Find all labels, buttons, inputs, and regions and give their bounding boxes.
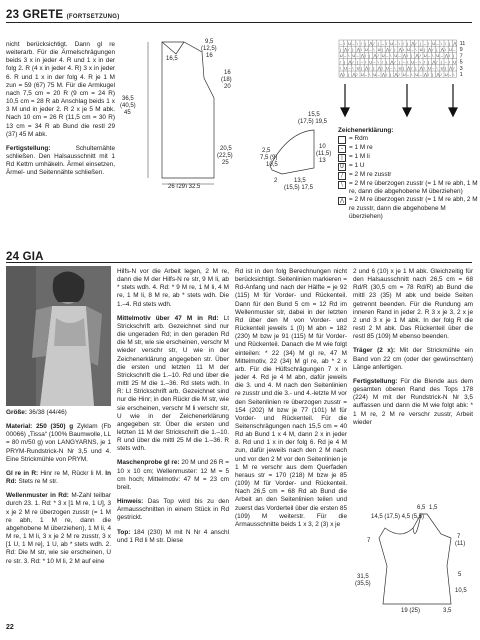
chart-stitch-symbol: ⋀ <box>411 40 415 46</box>
top-height-2: (35,5) <box>355 581 371 587</box>
chart-stitch-symbol: – <box>381 40 385 46</box>
chart-stitch-symbol: U <box>339 53 343 59</box>
top-bottom-right: 3,5 <box>443 608 452 614</box>
chart-stitch-symbol: – <box>415 59 418 65</box>
chart-stitch-symbol: \ <box>402 47 404 52</box>
section-23-title <box>6 9 120 21</box>
chart-stitch-symbol: | <box>432 71 434 77</box>
chart-stitch-symbol: – <box>373 59 376 65</box>
legend-text: = Rdm <box>349 135 369 143</box>
chart-stitch-symbol: U <box>449 47 452 52</box>
top-side-left: 7 <box>367 538 371 544</box>
chart-stitch-symbol: U <box>352 53 356 59</box>
chart-stitch-symbol: ⋀ <box>365 65 369 71</box>
chart-stitch-symbol: / <box>356 71 358 77</box>
chart-stitch-symbol: \ <box>432 53 434 59</box>
armhole-3: 20 <box>224 84 231 90</box>
chart-stitch-symbol: ⋀ <box>386 47 390 52</box>
chart-stitch-symbol: U <box>394 53 398 59</box>
chart-stitch-symbol: | <box>449 40 451 46</box>
chart-stitch-symbol: \ <box>369 71 371 77</box>
chart-stitch-symbol: | <box>373 65 375 71</box>
section-23-finishing <box>6 145 115 178</box>
chart-stitch-symbol: \ <box>440 40 442 46</box>
chart-stitch-symbol: ⋀ <box>407 65 411 71</box>
chart-stitch-symbol: | <box>394 47 396 52</box>
total-height-1: 36,5 <box>122 96 134 102</box>
chart-stitch-symbol: / <box>381 59 383 65</box>
chart-row-number: 9 <box>459 47 463 54</box>
chart-stitch-symbol: – <box>356 53 359 59</box>
wave-pattern-info <box>6 492 111 565</box>
chart-stitch-symbol: – <box>386 53 389 59</box>
chart-stitch-symbol: – <box>394 40 397 46</box>
chart-stitch-symbol: | <box>402 65 404 71</box>
side-2: (22,5) <box>217 153 233 159</box>
chart-stitch-symbol: \ <box>436 65 438 71</box>
top-inner: 10,5 <box>455 588 467 594</box>
chart-stitch-symbol: – <box>402 59 406 65</box>
chart-stitch-symbol: | <box>419 40 421 46</box>
chart-stitch-symbol: ⋀ <box>398 47 402 52</box>
legend-text: = 2 M re zusstr <box>349 171 392 179</box>
body-schematic <box>118 38 268 188</box>
chart-stitch-symbol: U <box>423 53 427 59</box>
chart-stitch-symbol: ⋀ <box>352 71 356 77</box>
chart-stitch-symbol: / <box>436 59 438 65</box>
chart-stitch-symbol: / <box>432 47 434 52</box>
chart-stitch-symbol: U <box>407 47 410 52</box>
chart-arrows <box>337 80 477 120</box>
chart-stitch-symbol: U <box>344 65 347 71</box>
chart-stitch-symbol: ⋀ <box>432 59 436 65</box>
chart-stitch-symbol: | <box>407 40 409 46</box>
top-schematic <box>355 504 475 616</box>
size-label: Größe: <box>6 409 27 416</box>
chart-stitch-symbol: ⋀ <box>348 59 352 65</box>
chart-stitch-symbol: \ <box>428 40 430 46</box>
page-number: 22 <box>6 624 14 631</box>
section-24-rule <box>6 262 472 263</box>
chart-stitch-symbol: / <box>398 71 400 77</box>
top-side-right-2: (11) <box>455 541 466 547</box>
chart-stitch-symbol: \ <box>339 65 341 71</box>
section-24-col1 <box>6 409 111 566</box>
legend-text: = 2 M re überzogen zusstr (= 1 M re abh, 1 M re, dann die abgehobene M überziehen) <box>349 180 478 196</box>
chart-stitch-symbol: \ <box>407 59 409 65</box>
material-text: Zyklam (Fb 00066) „Tissa“ (100% Baumwolle, LL = 80 m/50 g) von LANGYARNS, je 1 PRYM-Rundstrick-N Nr 3,5 und 4. Eine Strickmühle von PRYM. <box>6 423 111 463</box>
chart-stitch-symbol: – <box>440 53 443 59</box>
chart-stitch-symbol: – <box>432 65 435 71</box>
chart-stitch-symbol: / <box>360 40 362 46</box>
model-photo <box>6 266 111 406</box>
chart-stitch-symbol: / <box>386 71 388 77</box>
chart-stitch-symbol: | <box>386 59 388 65</box>
col2-masche <box>117 459 229 492</box>
chart-stitch-symbol: – <box>419 71 422 77</box>
chart-stitch-symbol: ⋀ <box>449 65 453 71</box>
chart-stitch-symbol: ⋀ <box>373 53 377 59</box>
col4-fertig <box>353 378 473 427</box>
chart-stitch-symbol: – <box>411 47 414 52</box>
chart-stitch-symbol: | <box>356 59 358 65</box>
chart-stitch-symbol: / <box>453 65 455 71</box>
chart-stitch-symbol: / <box>423 59 425 65</box>
top-dim-1b: 1,5 <box>429 505 438 511</box>
chart-stitch-symbol: | <box>377 40 379 46</box>
chart-stitch-symbol: \ <box>373 47 375 52</box>
gl-info <box>6 470 111 486</box>
gl-text-2: Stets re M str. <box>18 478 58 486</box>
mittel-text: Lt Strickschrift arb. Gezeichnet sind nur die ungeraden Rd; in den geraden Rd die M str, wie sie erscheinen, verschr M wieder verschr str, U wie in der Zeichenerklärung angegeben str. Über die ersten und letzten 11 M der Strickschrift die 1.–10. Rd und über die mittl 25 M die 1.–36. Rd stets wdh. In R: Lt Strickschrift arb. Gezeichnet sind nur die Hinr; in den Rückr die M str, wie sie erscheinen, verschr M li verschr str, U wie in der Zeichenerklärung angegeben str. Über die ersten und letzten 11 M der Strickschrift die 1.–10. R und über die mittl 25 M die 1.–36. R stets wdh. <box>117 314 229 453</box>
chart-stitch-symbol: ⋀ <box>339 71 344 77</box>
chart-stitch-symbol: U <box>453 59 457 65</box>
chart-stitch-symbol: | <box>436 47 438 52</box>
sleeve-cap-left-3: 10,5 <box>266 162 278 168</box>
legend-item <box>338 171 478 180</box>
chart-stitch-symbol: | <box>369 53 371 59</box>
masche-text: 20 M und 26 R = 10 x 10 cm; Wellenmuster: 12 M = 5 cm hoch; Mittelmotiv: 47 M = 23 cm breit. <box>117 459 229 491</box>
hinweis-text: Das Top wird bis zu den Armausschnitten in einem Stück in Rd gestrickt. <box>117 498 229 522</box>
chart-stitch-symbol: – <box>398 53 401 59</box>
chart-stitch-symbol: \ <box>381 65 383 71</box>
size-info <box>6 409 111 417</box>
chart-stitch-symbol: – <box>377 71 380 77</box>
legend-symbol: | <box>338 154 346 162</box>
legend-text: = 2 M re überzogen zusstr (= 1 M re abh, 2 M re zusstr, dann die abgehobene M überziehen) <box>349 196 478 220</box>
chart-stitch-symbol: / <box>373 40 375 46</box>
sleeve-bottom-2: (15,5) 17,5 <box>284 185 314 191</box>
neck-width-2: (12,5) <box>201 46 217 52</box>
shoulder-width: 16,5 <box>166 56 178 62</box>
chart-stitch-symbol: / <box>415 40 417 46</box>
chart-stitch-symbol: \ <box>449 59 451 65</box>
chart-stitch-symbol: / <box>411 65 413 71</box>
chart-stitch-symbol: – <box>428 53 431 59</box>
chart-stitch-symbol: \ <box>356 40 358 46</box>
chart-stitch-symbol: / <box>440 71 442 77</box>
col2-hinweis <box>117 498 229 522</box>
sleeve-cap-left-1: 2,5 <box>262 148 271 154</box>
chart-stitch-symbol: / <box>352 59 354 65</box>
chart-stitch-symbol: \ <box>415 47 417 52</box>
chart-stitch-symbol: – <box>436 40 439 46</box>
chart-stitch-symbol: – <box>339 40 343 46</box>
hinweis-label: Hinweis: <box>117 498 144 506</box>
chart-stitch-symbol: U <box>386 65 389 71</box>
sleeve-cap-right-2: (11,5) <box>316 151 332 157</box>
chart-stitch-symbol: ⋀ <box>415 53 419 59</box>
legend-symbol: / <box>338 172 346 180</box>
chart-stitch-symbol: U <box>436 53 440 59</box>
chart-stitch-symbol: / <box>348 47 350 52</box>
legend-item <box>338 162 478 171</box>
chart-stitch-symbol: | <box>352 47 354 52</box>
chart-stitch-symbol: \ <box>444 47 446 52</box>
wave-label: Wellenmuster in Rd: <box>6 492 69 500</box>
traeger-text: Mit der Strickmühle ein Band von 22 cm (oder der gewünschten) Länge anfertigen. <box>353 347 473 371</box>
chart-stitch-symbol: / <box>390 47 392 52</box>
top-height-1: 31,5 <box>357 574 369 580</box>
fertig-text: Für die Blende aus dem gesamten oberen Rand des Tops 178 (224) M mit der Rundstrick-N Nr 3,5 auffassen und dann die M wie folgt abk: * 1 M re, 2 M re verschr zusstr, Arbeit wieder <box>353 377 474 426</box>
chart-stitch-symbol: – <box>453 47 456 52</box>
top-side-right-1: 7 <box>457 534 461 540</box>
legend-symbol: \ <box>338 181 346 189</box>
chart-stitch-symbol: – <box>348 65 351 71</box>
section-24-col4 <box>353 268 473 427</box>
material-label: Material: 250 (350) g <box>6 423 74 431</box>
chart-stitch-symbol: / <box>365 53 367 59</box>
chart-stitch-symbol: | <box>360 65 362 71</box>
chart-stitch-symbol: ⋀ <box>428 47 432 52</box>
chart-stitch-symbol: – <box>444 59 448 65</box>
legend-item <box>338 144 478 153</box>
chart-stitch-symbol: U <box>440 65 444 71</box>
chart-stitch-symbol: – <box>344 53 347 59</box>
masche-label: Maschenprobe gl re: <box>117 459 180 467</box>
chart-stitch-symbol: \ <box>453 71 455 77</box>
top-height-right: 5 <box>458 572 462 578</box>
chart-stitch-symbol: \ <box>398 40 400 46</box>
chart-stitch-symbol: \ <box>423 65 425 71</box>
traeger-label: Träger (2 x): <box>353 347 396 355</box>
chart-row-number: 11 <box>459 41 466 47</box>
chart-stitch-symbol: U <box>419 47 423 52</box>
chart-legend <box>338 127 478 221</box>
chart-stitch-symbol: / <box>428 71 430 77</box>
chart-stitch-symbol: U <box>360 71 364 77</box>
chart-stitch-symbol: – <box>365 71 368 77</box>
chart-stitch-symbol: \ <box>394 65 396 71</box>
section-23-number-title: 23 GRETE <box>6 9 64 21</box>
chart-stitch-symbol: ⋀ <box>419 65 423 71</box>
chart-stitch-symbol: \ <box>365 59 367 65</box>
sleeve-bottom-1: 13,5 <box>294 178 306 184</box>
sleeve-cap-right-1: 10 <box>319 144 326 150</box>
material-info <box>6 423 111 464</box>
chart-stitch-symbol: \ <box>419 59 421 65</box>
legend-item <box>338 196 478 220</box>
col4-traeger <box>353 347 473 371</box>
chart-stitch-symbol: | <box>390 71 392 77</box>
chart-stitch-symbol: / <box>339 59 341 65</box>
sleeve-top-2: (17,5) 19,5 <box>298 119 328 125</box>
sleeve-top-1: 15,5 <box>308 112 320 118</box>
chart-stitch-symbol: U <box>390 40 394 46</box>
mittel-label: Mittelmotiv über 47 M in Rd: <box>117 314 219 322</box>
chart-stitch-symbol: ⋀ <box>369 40 373 46</box>
sleeve-cap-right-3: 13 <box>319 158 326 164</box>
chart-stitch-symbol: ⋀ <box>360 53 365 59</box>
chart-row-number: 5 <box>459 59 463 66</box>
chart-stitch-symbol: \ <box>411 71 413 77</box>
legend-item <box>338 180 478 196</box>
finishing-label: Fertigstellung: <box>6 144 51 152</box>
chart-stitch-symbol: ⋀ <box>356 47 360 52</box>
chart-stitch-symbol: | <box>415 65 417 71</box>
chart-stitch-symbol: U <box>377 47 381 52</box>
chart-stitch-symbol: U <box>398 65 402 71</box>
col2-mittel <box>117 315 229 454</box>
chart-stitch-symbol: / <box>402 40 404 46</box>
chart-stitch-symbol: / <box>369 65 371 71</box>
col3-text: Rd ist in den folg Berechnungen nicht berücksichtigt. Seitenlinien markieren = Rd-Anfang und nach der Hälfte = je 92 (115) M für Vorder- und Rückenteil. Dann für den Bund 5 cm = 12 Rd im Wellenmuster str, dabei in der letzten Rd über den M von Vorder- und Rückenteil jeweils 1 (0) M abn = 182 (230) M bzw je 91 (115) M für Vorder- und Rückenteil. Danach die M wie folgt einteilen: * 22 (34) M gl re, 47 M Mittelmotiv, 22 (34) M gl re, ab * 2 x arb. Für die Hüftschrägungen 7 x in jeder 4. Rd je 4 M abn, dafür jeweils die 3. und 4. M nach den Seitenlinien re zusstr und die 3.- und 4.-letzte M vor den Seitenlinien re überzogen zusstr = 154 (202) M bzw je 77 (101) M für Vorder- und Rückenteil. Für die Seitenschrägungen nach 15,5 cm = 40 Rd ab Bund 1 x 4 M, dann 2 x in jeder 8. Rd und 1 x in der folg 6. Rd je 4 M zun, dafür jeweils nach den 2 M nach und vor den 2 M vor den Seitenlinien je 1 M re verschr aus dem Querfaden heraus str = 170 (218) M bzw je 85 (109) M für Vorder- und Rückenteil. Nach 26,5 cm = 68 Rd ab Bund die Arbeit an den Seitenlinien teilen und zuerst das Vorderteil über die ersten 85 (109) M weiterstr. Für die Armausschnitte beids 1 x 3, 2 (3) x je <box>235 268 347 528</box>
top-label: Top: <box>117 528 131 536</box>
fertig-label: Fertigstellung: <box>353 377 398 385</box>
chart-stitch-symbol: | <box>440 59 442 65</box>
sleeve-schematic <box>260 110 340 195</box>
chart-stitch-symbol: U <box>348 40 352 46</box>
section-24-col3 <box>235 268 347 529</box>
neck-width-3: 16 <box>206 53 213 59</box>
chart-stitch-symbol: ⋀ <box>402 53 407 59</box>
col2-top <box>117 529 229 545</box>
legend-text: = 1 M li <box>349 153 370 161</box>
armhole-2: (18) <box>221 77 232 83</box>
top-dim-2: 14,5 (17,5) 4,5 (5,5) <box>371 514 425 520</box>
legend-item <box>338 153 478 162</box>
armhole-1: 16 <box>224 70 231 76</box>
chart-stitch-symbol: ⋀ <box>444 53 449 59</box>
chart-row-number: 1 <box>459 72 463 78</box>
sleeve-bottom-marker: 2 <box>274 178 278 184</box>
chart-stitch-symbol: U <box>428 65 431 71</box>
col2-intro: Hilfs-N vor die Arbeit legen, 2 M re, dann die M der Hilfs-N re str, 9 M li, ab * stets wdh. 4. Rd: * 9 M re, 1 M li, 4 M re, 1 M li, 8 M re, ab * stets wdh. Die 1.–4. Rd stets wdh. <box>117 268 229 308</box>
chart-stitch-symbol: | <box>398 59 400 65</box>
top-dim-1: 6,5 <box>417 505 426 511</box>
section-23-paragraph: nicht berücksichtigt. Dann gl re weiterarb. Für die Ärmelschrägungen beids 3 x in jeder 4. R und 1 x in der folg 2. R (4 x in jeder 4. R) 3 x in jeder 6. R und 1 x in der folg 4. R je 1 M zun = 59 (67) 75 M. Für die Armkugel nach 7,5 cm = 20 R (9 cm = 24 R) 10,5 cm = 28 R ab Anschlag beids 1 x 3 M und in jeder 2. R 2 x je 5 M abk. Nach 10 cm = 26 R (11,5 cm = 30 R) 13 cm = 34 R ab Bund die restl 29 (37) 45 M abk. <box>6 41 115 138</box>
chart-stitch-symbol: | <box>339 47 341 52</box>
section-23-subtitle: (FORTSETZUNG) <box>66 14 120 20</box>
wave-text: M-Zahl teilbar durch 23. 1. Rd: * 3 x [1 M re, 1 U], 3 x je 2 M re überzogen zusstr (= 1 M re abh, 1 M re, dann die abgehobene M überziehen), 1 M li, 4 M re, 1 M li, 3 x je 2 M re zusstr, 3 x [1 U, 1 M re], 1 U, ab * stets wdh. 2. Rd: Die M str, wie sie erscheinen, U re str. 3. Rd: * 10 M li, 2 M auf eine <box>6 492 111 565</box>
total-height-2: (40,5) <box>120 103 136 109</box>
chart-stitch-symbol: | <box>344 59 346 65</box>
chart-stitch-symbol: – <box>369 47 372 52</box>
gl-label: Gl re in R: <box>6 469 39 477</box>
gl-text: Hinr re M, Rückr li M. <box>40 469 103 477</box>
chart-stitch-symbol: | <box>348 71 350 77</box>
chart-stitch-symbol: | <box>453 53 455 59</box>
neck-width-1: 9,5 <box>205 39 214 45</box>
sleeve-cap-left-2: 7,5 (9) <box>260 155 278 161</box>
chart-stitch-symbol: \ <box>344 40 346 46</box>
section-24-col2 <box>117 268 229 545</box>
chart-stitch-symbol: | <box>444 65 446 71</box>
col4-text: 2 und 6 (10) x je 1 M abk. Gleichzeitig für den Halsausschnitt nach 26,5 cm = 68 Rd/R (30,5 cm = 78 Rd/R) ab Bund die mittl 23 (35) M abk und beide Seiten getrennt beenden. Für die Rundung am inneren Rand in jeder 2. R 3 x je 3, 2 x je 2 und 3 x je 1 M abk. In der folg R die restl 2 M abk. Das Rückenteil über die restl 85 (109) M ebenso beenden. <box>353 268 473 341</box>
legend-symbol: U <box>338 163 346 171</box>
chart-stitch-symbol: | <box>423 47 425 52</box>
body-width: 26 (29) 32,5 <box>168 184 201 188</box>
chart-stitch-symbol: U <box>369 59 373 65</box>
legend-symbol: ⋀ <box>339 198 345 205</box>
chart-stitch-symbol: – <box>423 40 427 46</box>
chart-stitch-symbol: U <box>373 71 377 77</box>
side-1: 20,5 <box>220 146 232 152</box>
top-text: 184 (230) M mit N Nr 4 anschl und 1 Rd li M str. Diese <box>117 528 229 544</box>
chart-stitch-symbol: ⋀ <box>394 71 398 77</box>
section-23-text <box>6 41 115 178</box>
chart-stitch-symbol: ⋀ <box>440 47 444 52</box>
legend-text: = 1 M re <box>349 144 373 152</box>
chart-stitch-symbol: ⋀ <box>436 71 440 77</box>
top-bottom: 19 (25) <box>401 608 421 614</box>
legend-item <box>338 135 478 144</box>
chart-stitch-symbol: ⋀ <box>381 71 386 77</box>
chart-stitch-symbol: | <box>381 47 383 52</box>
chart-stitch-symbol: / <box>407 53 409 59</box>
chart-stitch-symbol: / <box>449 53 451 59</box>
chart-stitch-symbol: / <box>419 53 421 59</box>
chart-stitch-symbol: \ <box>348 53 350 59</box>
legend-title: Zeichenerklärung: <box>338 127 394 134</box>
chart-stitch-symbol: | <box>365 40 367 46</box>
chart-stitch-symbol: ⋀ <box>453 40 457 46</box>
chart-stitch-symbol: / <box>377 53 379 59</box>
legend-text: = 1 U <box>349 162 365 170</box>
side-3: 25 <box>222 160 229 166</box>
chart-stitch-symbol: ⋀ <box>344 47 348 52</box>
chart-stitch-symbol: U <box>432 40 436 46</box>
chart-stitch-symbol: U <box>415 71 419 77</box>
chart-stitch-symbol: U <box>402 71 406 77</box>
chart-stitch-symbol: \ <box>377 59 379 65</box>
chart-stitch-symbol: – <box>352 40 355 46</box>
chart-stitch-symbol: U <box>356 65 360 71</box>
chart-stitch-symbol: U <box>444 71 448 77</box>
legend-symbol: – <box>338 145 346 153</box>
chart-row-number: 3 <box>459 65 463 72</box>
chart-stitch-symbol: U <box>381 53 385 59</box>
total-height-3: 45 <box>124 110 131 116</box>
size-value: 36/38 (44/46) <box>28 409 67 416</box>
chart-stitch-symbol: / <box>444 40 446 46</box>
chart-row-number: 7 <box>459 53 463 60</box>
chart-stitch-symbol: | <box>411 53 413 59</box>
chart-stitch-symbol: | <box>428 59 430 65</box>
chart-stitch-symbol: – <box>407 71 410 77</box>
chart-stitch-symbol: / <box>394 59 396 65</box>
chart-stitch-symbol: \ <box>352 65 354 71</box>
finishing-text: Schulternähte schließen. Den Halsausschnitt mit 1 Rd Kettm umhäkeln. Ärmel einsetzen, Ärmel- und Seitennähte schließen. <box>6 144 115 177</box>
chart-stitch-symbol: U <box>365 47 368 52</box>
chart-stitch-symbol: \ <box>390 53 392 59</box>
chart-stitch-symbol: / <box>344 71 346 77</box>
chart-stitch-symbol: ⋀ <box>377 65 381 71</box>
section-24-title: 24 GIA <box>6 251 44 263</box>
chart-stitch-symbol: ⋀ <box>390 59 394 65</box>
section-23-rule <box>6 22 472 23</box>
legend-symbol <box>338 136 346 144</box>
chart-stitch-symbol: – <box>449 71 452 77</box>
chart-stitch-symbol: \ <box>360 47 362 52</box>
chart-stitch-symbol: – <box>390 65 393 71</box>
gl-label-2: In Rd: <box>6 469 111 486</box>
chart-stitch-symbol: \ <box>386 40 388 46</box>
chart-stitch-symbol: ⋀ <box>423 71 428 77</box>
chart-stitch-symbol: U <box>411 59 415 65</box>
chart-stitch-symbol: – <box>360 59 364 65</box>
